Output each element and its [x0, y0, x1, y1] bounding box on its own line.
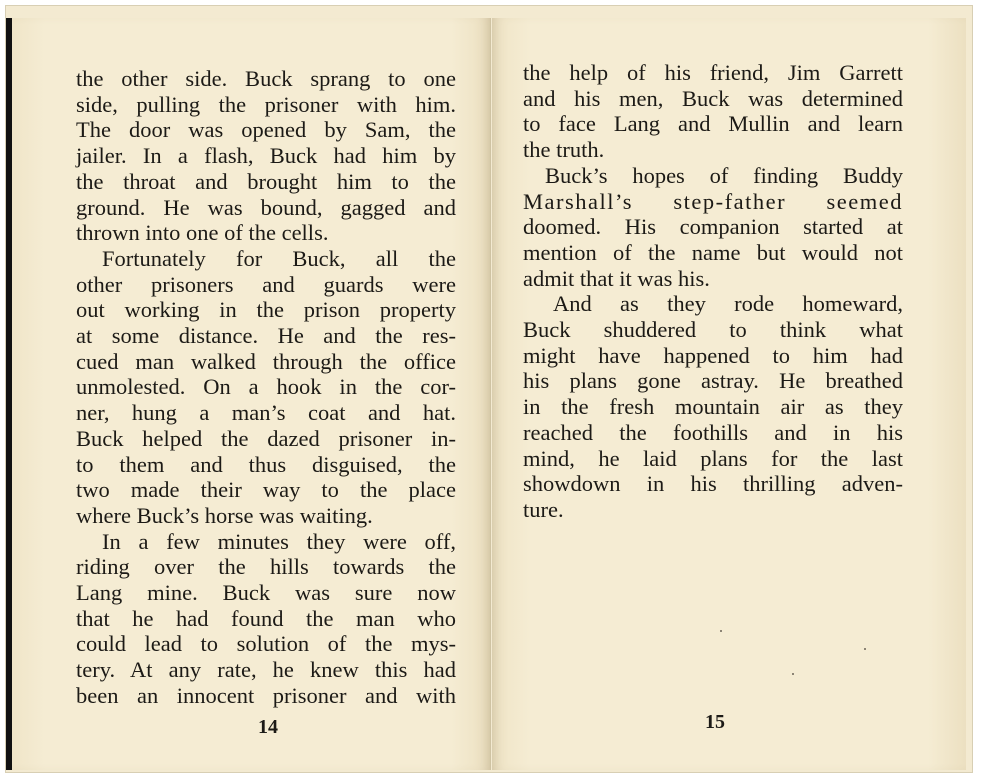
text-line: side, pulling the prisoner with him. [76, 91, 456, 117]
text-line: other prisoners and guards were [76, 271, 456, 297]
book-spread [6, 6, 972, 772]
text-line: the help of his friend, Jim Garrett [523, 60, 903, 85]
text-line: at some distance. He and the res- [76, 323, 456, 349]
text-line: Lang mine. Buck was sure now [76, 580, 456, 606]
text-line: Buck shuddered to think what [523, 317, 903, 343]
text-line: reached the foothills and in his [523, 419, 903, 445]
text-line: tery. At any rate, he knew this had [76, 657, 456, 683]
text-line: where Buck’s horse was waiting. [76, 502, 373, 528]
text-line: in the fresh mountain air as they [523, 394, 903, 420]
text-line: might have happened to him had [523, 342, 903, 368]
text-line: riding over the hills towards the [76, 554, 456, 580]
text-line: the throat and brought him to the [76, 168, 456, 194]
text-line: cued man walked through the office [76, 348, 456, 374]
text-line: ner, hung a man’s coat and hat. [76, 400, 456, 426]
text-line: doomed. His companion started at [523, 214, 903, 240]
paper-speck [792, 673, 794, 675]
right-page-text [523, 60, 903, 523]
text-line: In a few minutes they were off, [102, 528, 456, 554]
text-line: two made their way to the place [76, 477, 456, 503]
left-page-text [76, 66, 456, 709]
text-line: and his men, Buck was determined [523, 85, 903, 111]
text-line: mention of the name but would not [523, 239, 903, 265]
right-page [492, 18, 966, 770]
text-line: Marshall’s step-father seemed [523, 188, 903, 214]
text-line: Fortunately for Buck, all the [102, 245, 456, 271]
page-number: 15 [705, 711, 725, 733]
text-line: unmolested. On a hook in the cor- [76, 374, 456, 400]
page-number: 14 [258, 716, 278, 738]
text-line: that he had found the man who [76, 605, 456, 631]
text-line: out working in the prison property [76, 297, 456, 323]
text-line: the truth. [523, 137, 605, 163]
left-page [6, 18, 491, 770]
text-line: thrown into one of the cells. [76, 220, 329, 246]
text-line: could lead to solution of the mys- [76, 631, 456, 657]
text-line: ture. [523, 496, 564, 522]
paper-speck [864, 648, 866, 650]
text-line: been an innocent prisoner and with [76, 682, 456, 708]
text-line: his plans gone astray. He breathed [523, 368, 903, 394]
text-line: admit that it was his. [523, 265, 710, 291]
text-line: mind, he laid plans for the last [523, 445, 903, 471]
text-line: to face Lang and Mullin and learn [523, 111, 903, 137]
text-line: Buck helped the dazed prisoner in- [76, 425, 456, 451]
paper-speck [720, 630, 722, 632]
text-line: the other side. Buck sprang to one [76, 66, 456, 91]
text-line: ground. He was bound, gagged and [76, 194, 456, 220]
text-line: The door was opened by Sam, the [76, 117, 456, 143]
text-line: showdown in his thrilling adven- [523, 471, 903, 497]
text-line: to them and thus disguised, the [76, 451, 456, 477]
text-line: And as they rode homeward, [553, 291, 903, 317]
text-line: Buck’s hopes of finding Buddy [545, 162, 903, 188]
text-line: jailer. In a flash, Buck had him by [76, 143, 456, 169]
